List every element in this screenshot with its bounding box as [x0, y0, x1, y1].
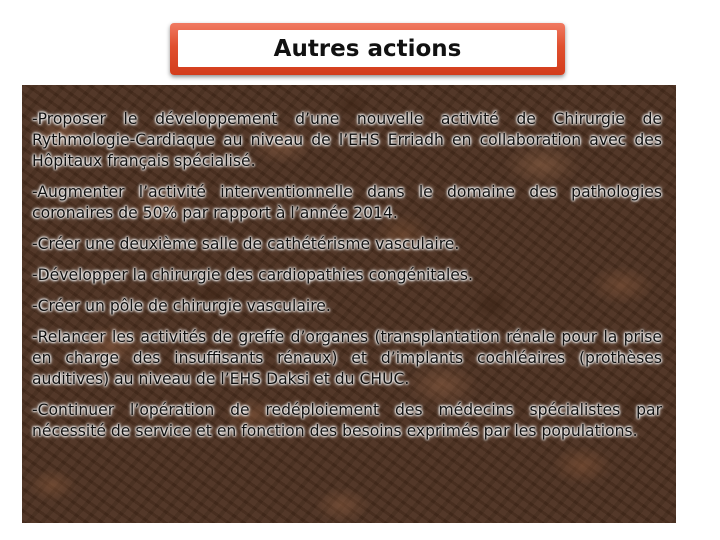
action-item-7: -Continuer l’opération de redéploiement des médecins spécialistes par nécessité de service et en fonction des besoins exprimés par les populations.	[32, 401, 662, 440]
action-item-1: -Proposer le développement d’une nouvelle activité de Chirurgie de Rythmologie-Cardiaque au niveau de l’EHS Erriadh en collaboration avec des Hôpitaux français spécialisé.	[32, 110, 662, 170]
action-item-4: -Développer la chirurgie des cardiopathies congénitales.	[32, 266, 473, 284]
action-item-5: -Créer un pôle de chirurgie vasculaire.	[32, 297, 331, 315]
content-box	[22, 85, 676, 523]
title-box	[170, 23, 565, 75]
title-inner	[178, 30, 557, 67]
action-item-6: -Relancer les activités de greffe d’organes (transplantation rénale pour la prise en charge des insuffisants rénaux) et d’implants cochléaires (prothèses auditives) au niveau de l’EHS Daksi et du CHUC.	[32, 328, 662, 388]
page-title: Autres actions	[273, 35, 462, 62]
action-item-3: -Créer une deuxième salle de cathétérisme vasculaire.	[32, 235, 460, 253]
action-item-2: -Augmenter l’activité interventionnelle dans le domaine des pathologies coronaires de 50% par rapport à l’année 2014.	[32, 183, 662, 222]
